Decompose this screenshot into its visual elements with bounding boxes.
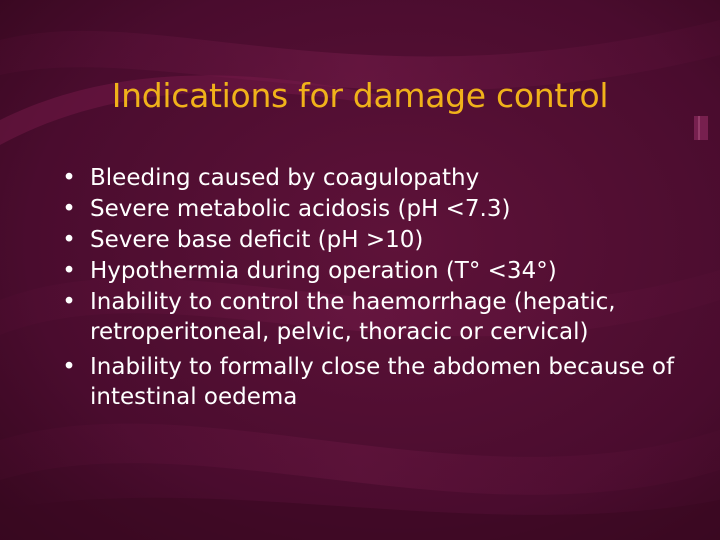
- bullet-item: [60, 256, 680, 286]
- bullet-item: [60, 163, 680, 193]
- bullet-icon: •: [62, 354, 76, 380]
- bullet-item: [60, 194, 680, 224]
- bullet-item: [60, 225, 680, 255]
- bullet-icon: •: [62, 165, 76, 191]
- bullet-icon: •: [62, 227, 76, 253]
- slide-title: Indications for damage control: [111, 76, 609, 115]
- bullet-text: Bleeding caused by coagulopathy: [90, 165, 480, 191]
- bullet-icon: •: [62, 258, 76, 284]
- bullet-list: [60, 163, 680, 413]
- bullet-text: Inability to formally close the abdomen because of intestinal oedema: [90, 354, 675, 410]
- bullet-item: [60, 287, 680, 347]
- bullet-icon: •: [62, 196, 76, 222]
- bullet-text: Severe metabolic acidosis (pH <7.3): [90, 196, 511, 222]
- corner-decoration: [694, 116, 708, 140]
- bullet-text: Inability to control the haemorrhage (hepatic, retroperitoneal, pelvic, thoracic or cervical): [90, 289, 616, 345]
- bullet-text: Hypothermia during operation (T° <34°): [90, 258, 557, 284]
- bullet-text: Severe base deficit (pH >10): [90, 227, 424, 253]
- bullet-icon: •: [62, 289, 76, 315]
- bullet-item: [60, 352, 680, 412]
